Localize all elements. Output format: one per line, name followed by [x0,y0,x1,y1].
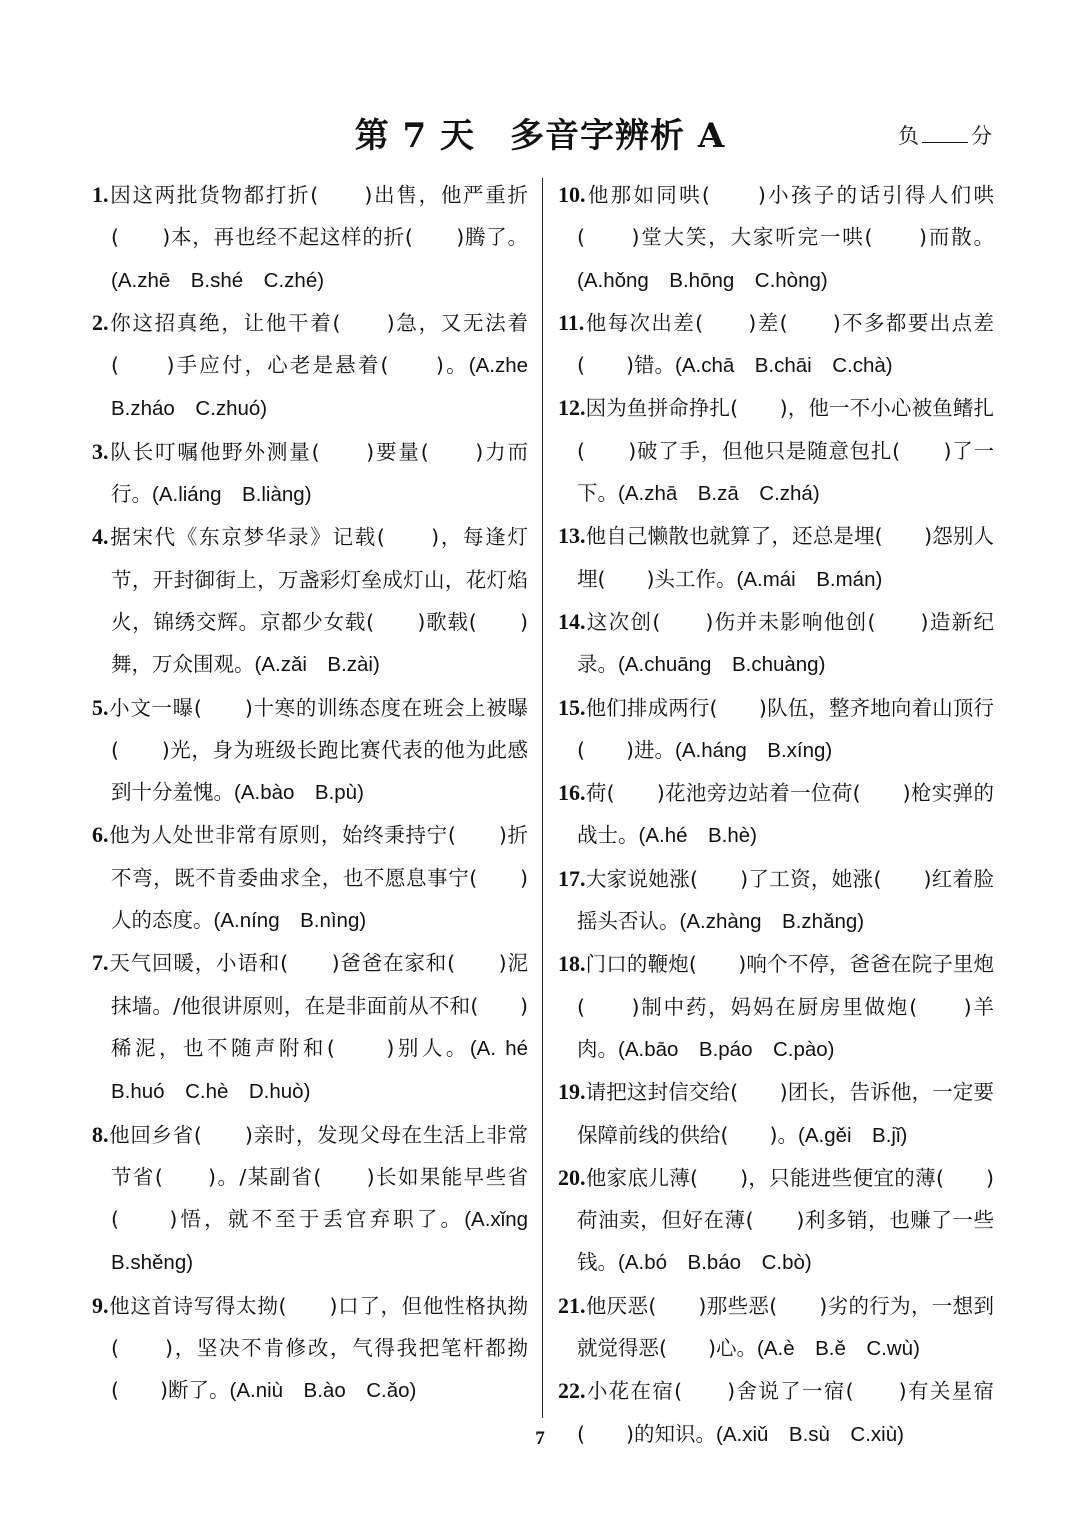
question-item [558,858,994,944]
question-item [558,601,994,687]
question-item [92,431,528,517]
question-options: (A. hé B.huó C.hè D.huò) [111,1036,549,1104]
question-number: 10. [558,182,586,207]
question-item [92,1285,528,1413]
question-number: 15. [558,694,586,720]
score-field [898,120,992,150]
question-number: 7. [92,950,109,976]
question-text: 他们排成两行( )队伍，整齐地向着山顶行( )进。 [577,695,994,762]
question-options: (A.gěi B.jǐ) [798,1123,908,1147]
question-number: 3. [92,438,109,464]
score-prefix: 负 [898,124,919,148]
question-item [92,814,528,942]
question-number: 12. [558,395,586,421]
question-options: (A.bó B.báo C.bò) [618,1251,812,1275]
question-item [558,1285,994,1371]
question-text: 请把这封信交给( )团长，告诉他，一定要保障前线的供给( )。 [577,1080,994,1147]
question-text: 他每次出差( )差( )不多都要出点差( )错。 [577,310,994,378]
question-item [558,174,994,302]
question-text: 因为鱼拼命挣扎( )，他一不小心被鱼鳍扎( )破了手，但他只是随意包扎( )了一下。 [577,396,994,506]
question-number: 22. [558,1378,586,1404]
question-options: (A.zhā B.zā C.zhá) [618,482,820,506]
column-divider [542,178,543,1418]
question-item [92,302,549,431]
question-text: 门口的鞭炮( )响个不停，爸爸在院子里炮( )制中药，妈妈在厨房里做炮( )羊肉。 [577,952,994,1061]
question-number: 4. [92,524,109,550]
question-text: 他为人处世非常有原则，始终秉持宁( )折不弯，既不肯委曲求全，也不愿息事宁( )人的态度。 [108,823,528,933]
question-options: (A.zhē B.shé C.zhé) [111,268,325,292]
question-item [92,942,549,1113]
question-options: (A.bào B.pù) [234,781,364,805]
question-text: 他厌恶( )那些恶( )劣的行为，一想到就觉得恶( )心。 [577,1293,994,1361]
question-item [558,515,994,601]
question-item [558,687,994,773]
question-options: (A.hé B.hè) [638,824,757,848]
page-number: 7 [535,1428,545,1449]
question-text: 小文一曝( )十寒的训练态度在班会上被曝( )光，身为班级长跑比赛代表的他为此感到十分羞愧。 [108,695,528,805]
question-text: 大家说她涨( )了工资，她涨( )红着脸摇头否认。 [577,866,994,934]
left-column [92,174,549,1413]
question-text: 天气回暖，小语和( )爸爸在家和( )泥抹墙。/他很讲原则，在是非面前从不和( )稀泥，也不随声附和( )别人。 [108,951,528,1060]
question-options: (A.zhe B.zháo C.zhuó) [111,354,549,421]
right-column [558,174,994,1456]
question-item [558,943,994,1071]
question-number: 11. [558,309,585,335]
question-number: 20. [558,1164,586,1190]
question-options: (A.zhàng B.zhǎng) [679,910,865,934]
question-number: 13. [558,523,586,549]
question-item [558,302,994,388]
question-number: 16. [558,780,586,806]
question-text: 他那如同哄( )小孩子的话引得人们哄( )堂大笑，大家听完一哄( )而散。 [577,183,994,250]
question-options: (A.liáng B.liàng) [152,483,312,507]
question-options: (A.niù B.ào C.ǎo) [229,1379,417,1403]
question-options: (A.chuāng B.chuàng) [618,653,826,677]
question-number: 17. [558,865,586,891]
question-number: 6. [92,822,109,848]
question-options: (A.mái B.mán) [736,567,883,591]
question-options: (A.háng B.xíng) [675,738,833,762]
question-options: (A.è B.ě C.wù) [757,1337,920,1361]
question-number: 14. [558,608,586,634]
score-blank[interactable] [922,142,968,143]
question-options: (A.zǎi B.zài) [254,653,380,677]
question-number: 8. [92,1121,109,1147]
question-number: 2. [92,309,109,335]
question-text: 他这首诗写得太拗( )口了，但他性格执拗( )，坚决不肯修改，气得我把笔杆都拗( )断了。 [108,1293,528,1403]
question-number: 9. [92,1292,109,1318]
question-options: (A.chā B.chāi C.chà) [675,354,893,378]
question-item [92,687,528,815]
question-text: 因这两批货物都打折( )出售，他严重折( )本，再也经不起这样的折( )腾了。 [108,183,528,250]
question-item [558,772,994,858]
question-number: 18. [558,951,586,977]
question-item [558,387,994,515]
question-text: 小花在宿( )舍说了一宿( )有关星宿( )的知识。 [577,1379,994,1446]
question-text: 他家底儿薄( )，只能进些便宜的薄( )荷油卖，但好在薄( )利多销，也赚了一些钱。 [577,1165,994,1275]
question-item [92,1114,549,1285]
page-title: 第 7 天 多音字辨析 A [354,116,726,156]
question-item [558,1157,994,1285]
question-number: 1. [92,182,109,207]
question-number: 5. [92,694,109,720]
question-item [558,1071,994,1157]
question-text: 他回乡省( )亲时，发现父母在生活上非常节省( )。/某副省( )长如果能早些省( )悟，就不至于丢官弃职了。 [108,1122,528,1232]
question-text: 荷( )花池旁边站着一位荷( )枪实弹的战士。 [577,781,994,848]
question-item [92,516,528,686]
question-number: 19. [558,1079,586,1105]
question-options: (A.hǒng B.hōng C.hòng) [577,268,828,292]
question-text: 他自己懒散也就算了，还总是埋( )怨别人埋( )头工作。 [577,524,994,591]
question-options: (A.xǐng B.shěng) [111,1208,549,1275]
question-number: 21. [558,1292,586,1318]
score-suffix: 分 [971,124,992,148]
question-text: 你这招真绝，让他干着( )急，又无法着( )手应付，心老是悬着( )。 [108,310,528,378]
question-text: 队长叮嘱他野外测量( )要量( )力而行。 [108,439,528,507]
question-options: (A.xiǔ B.sù C.xiù) [716,1422,904,1446]
question-item [92,174,528,302]
question-options: (A.bāo B.páo C.pào) [618,1037,835,1061]
question-text: 这次创( )伤并未影响他创( )造新纪录。 [577,609,994,677]
question-options: (A.níng B.nìng) [213,909,367,933]
question-text: 据宋代《东京梦华录》记载( )，每逢灯节，开封御街上，万盏彩灯垒成灯山，花灯焰火，锦绣交辉。京都少女载( )歌载( )舞，万众围观。 [108,525,528,677]
